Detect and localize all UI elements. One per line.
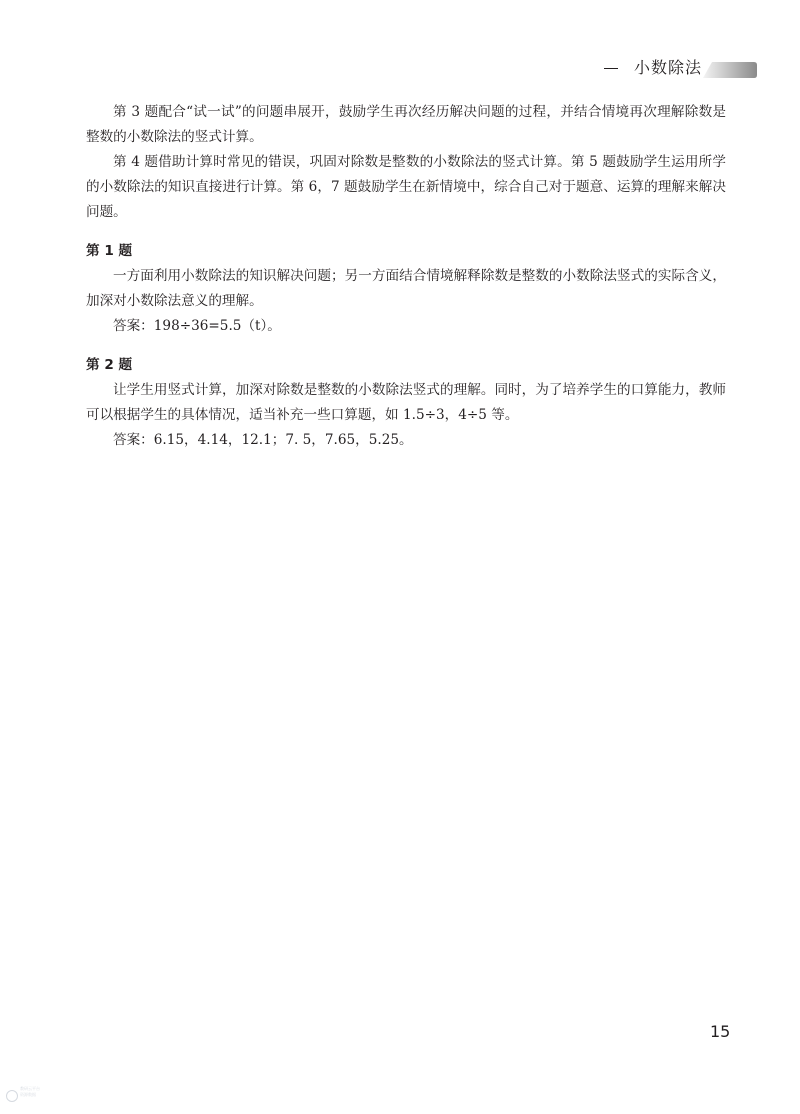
watermark-line-2: 资源数据: [20, 1092, 36, 1097]
intro-paragraph-2: 第 4 题借助计算时常见的错误，巩固对除数是整数的小数除法的竖式计算。第 5 题鼓励学生运用所学的小数除法的知识直接进行计算。第 6，7 题鼓励学生在新情境中，综合自己对于题意、运算的理解来解决问题。: [86, 154, 726, 220]
question-1-answer: 答案：198÷36=5.5（t）。: [113, 318, 281, 334]
question-1-heading: 第 1 题: [86, 243, 133, 259]
question-1-text: 一方面利用小数除法的知识解决问题；另一方面结合情境解释除数是整数的小数除法竖式的实际含义，加深对小数除法意义的理解。: [86, 268, 726, 309]
watermark-icon: [6, 1090, 18, 1102]
page-body: [86, 100, 726, 453]
watermark-logo: [4, 1086, 64, 1108]
chapter-dash: [604, 68, 618, 69]
header-tab-decoration: [702, 61, 758, 79]
question-2-answer: 答案：6.15，4.14，12.1；7. 5，7.65，5.25。: [113, 432, 413, 448]
question-2-text: 让学生用竖式计算，加深对除数是整数的小数除法竖式的理解。同时，为了培养学生的口算能力，教师可以根据学生的具体情况，适当补充一些口算题，如 1.5÷3，4÷5 等。: [86, 382, 726, 423]
watermark-line-1: 教研云平台: [20, 1086, 40, 1091]
running-header: [0, 58, 800, 88]
question-2-heading: 第 2 题: [86, 357, 133, 373]
intro-paragraph-1: 第 3 题配合“试一试”的问题串展开，鼓励学生再次经历解决问题的过程，并结合情境再次理解除数是整数的小数除法的竖式计算。: [86, 104, 726, 145]
page-number: 15: [710, 1022, 731, 1041]
chapter-title: 小数除法: [634, 58, 703, 77]
